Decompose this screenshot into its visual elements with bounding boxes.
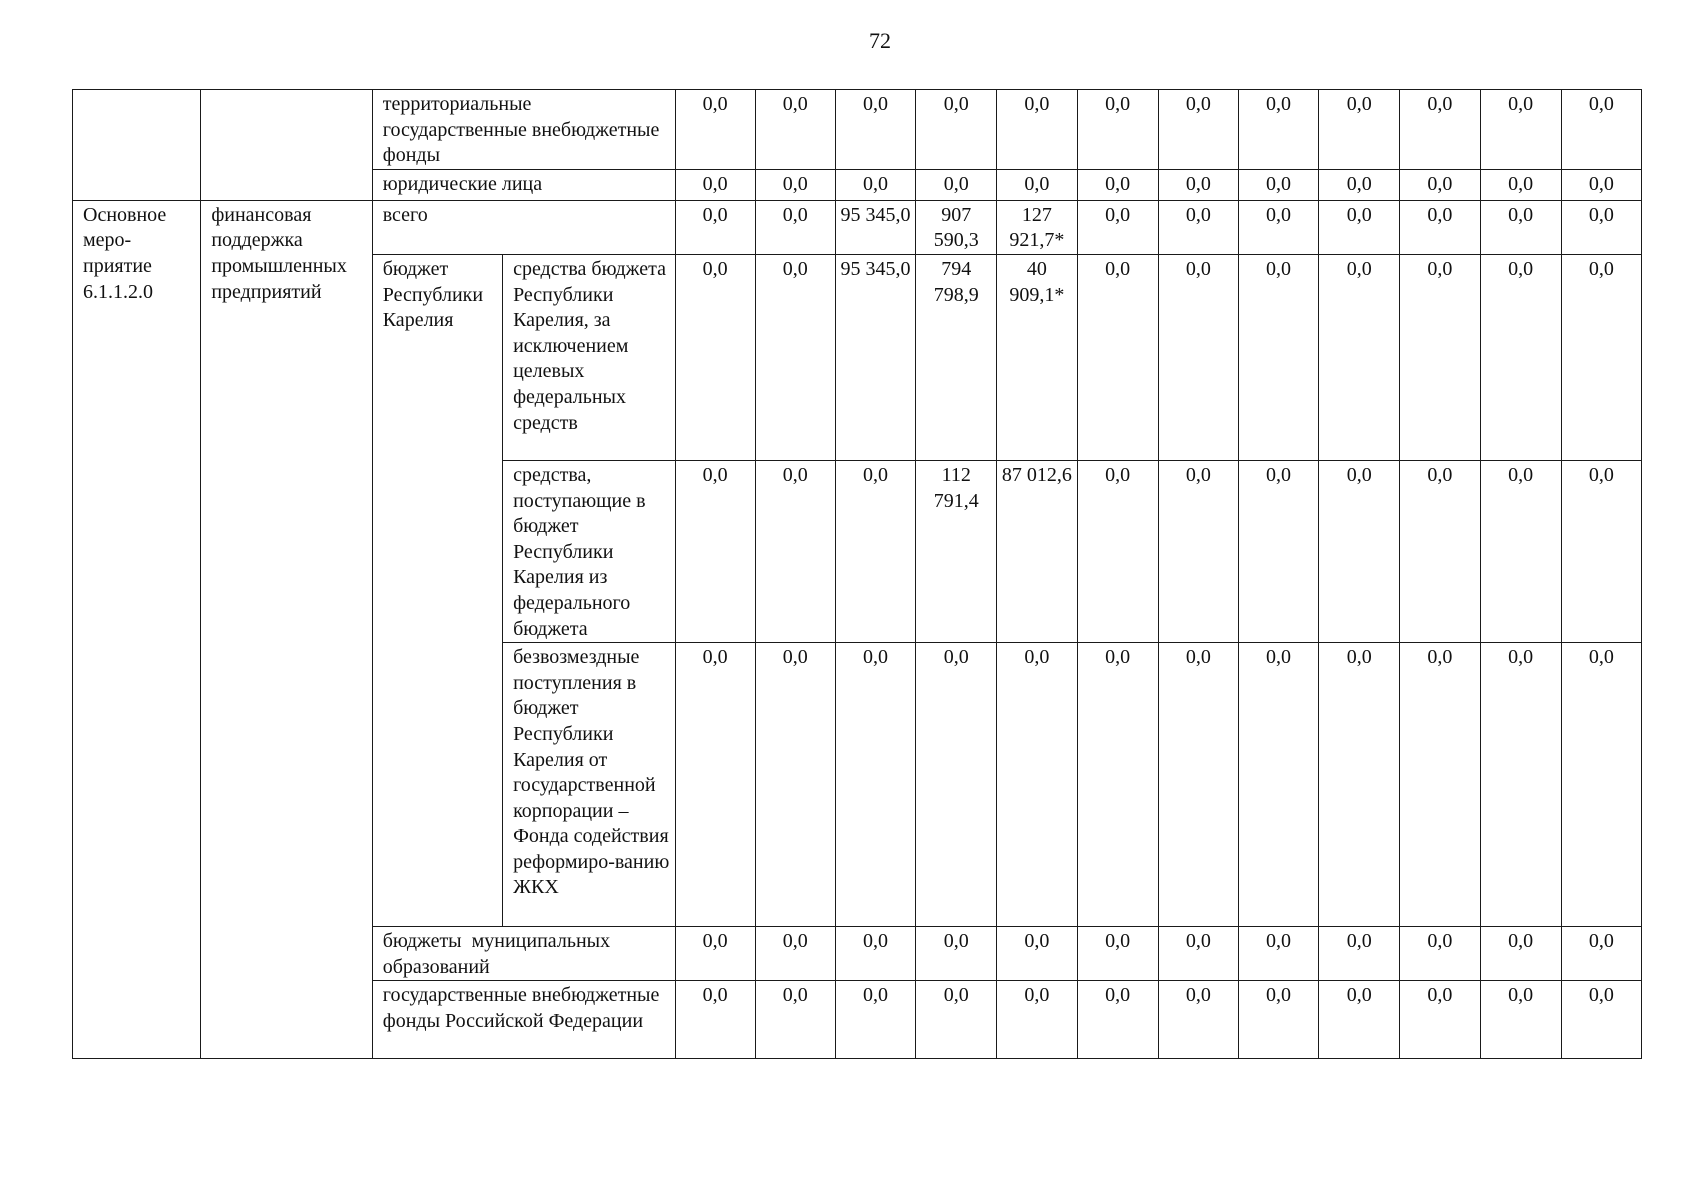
value-cell: 0,0 <box>675 169 755 200</box>
value-cell: 0,0 <box>997 643 1077 927</box>
source-label: безвозмездные поступления в бюджет Республики Карелия от государственной корпорации – Фонда содействия реформиро-ванию ЖКХ <box>503 643 675 927</box>
value-cell: 0,0 <box>1400 169 1480 200</box>
value-cell: 0,0 <box>1480 981 1561 1059</box>
value-cell: 0,0 <box>1400 254 1480 460</box>
value-cell: 0,0 <box>1319 169 1400 200</box>
value-cell: 0,0 <box>1077 460 1158 642</box>
value-cell: 0,0 <box>1158 90 1238 170</box>
value-cell: 0,0 <box>1238 981 1318 1059</box>
budget-table <box>72 89 1642 1059</box>
value-cell: 0,0 <box>675 927 755 981</box>
value-cell: 0,0 <box>1480 169 1561 200</box>
value-cell: 0,0 <box>997 90 1077 170</box>
value-cell: 0,0 <box>997 981 1077 1059</box>
value-cell: 0,0 <box>1158 200 1238 254</box>
activity-name: финансовая поддержка промышленных предприятий <box>201 200 372 1059</box>
value-cell: 0,0 <box>755 643 835 927</box>
value-cell: 0,0 <box>675 90 755 170</box>
value-cell: 0,0 <box>1158 460 1238 642</box>
value-cell: 0,0 <box>1319 643 1400 927</box>
source-label: средства бюджета Республики Карелия, за исключением целевых федеральных средств <box>503 254 675 460</box>
value-cell: 0,0 <box>916 90 997 170</box>
value-cell: 0,0 <box>1158 643 1238 927</box>
value-cell: 0,0 <box>1319 927 1400 981</box>
value-cell: 0,0 <box>675 254 755 460</box>
value-cell: 0,0 <box>1561 169 1641 200</box>
value-cell: 794 798,9 <box>916 254 997 460</box>
table-row <box>73 90 1642 170</box>
value-cell: 907 590,3 <box>916 200 997 254</box>
value-cell: 0,0 <box>835 90 915 170</box>
value-cell: 0,0 <box>675 643 755 927</box>
value-cell: 0,0 <box>916 169 997 200</box>
value-cell: 0,0 <box>1561 643 1641 927</box>
source-label: бюджеты муниципальных образований <box>372 927 675 981</box>
value-cell: 0,0 <box>1077 90 1158 170</box>
activity-code: Основное меро-приятие 6.1.1.2.0 <box>73 200 201 1059</box>
value-cell: 0,0 <box>1319 90 1400 170</box>
value-cell: 0,0 <box>675 460 755 642</box>
value-cell: 0,0 <box>835 981 915 1059</box>
value-cell: 0,0 <box>1077 200 1158 254</box>
value-cell: 0,0 <box>1158 169 1238 200</box>
continuation-cell <box>73 90 201 201</box>
source-label: территориальные государственные внебюджетные фонды <box>372 90 675 170</box>
value-cell: 0,0 <box>1238 90 1318 170</box>
source-label: юридические лица <box>372 169 675 200</box>
value-cell: 0,0 <box>1480 90 1561 170</box>
value-cell: 0,0 <box>1319 460 1400 642</box>
value-cell: 40 909,1* <box>997 254 1077 460</box>
value-cell: 0,0 <box>1561 927 1641 981</box>
table-row <box>73 200 1642 254</box>
value-cell: 0,0 <box>1480 927 1561 981</box>
value-cell: 0,0 <box>997 927 1077 981</box>
value-cell: 0,0 <box>755 90 835 170</box>
value-cell: 0,0 <box>1561 200 1641 254</box>
value-cell: 0,0 <box>675 981 755 1059</box>
value-cell: 0,0 <box>1400 90 1480 170</box>
value-cell: 0,0 <box>1238 254 1318 460</box>
value-cell: 0,0 <box>1561 254 1641 460</box>
value-cell: 0,0 <box>755 927 835 981</box>
value-cell: 0,0 <box>755 200 835 254</box>
value-cell: 87 012,6 <box>997 460 1077 642</box>
value-cell: 0,0 <box>1400 460 1480 642</box>
source-label: всего <box>372 200 675 254</box>
value-cell: 0,0 <box>1319 981 1400 1059</box>
value-cell: 0,0 <box>1561 460 1641 642</box>
value-cell: 0,0 <box>1319 200 1400 254</box>
value-cell: 0,0 <box>835 643 915 927</box>
continuation-cell <box>201 90 372 201</box>
value-cell: 0,0 <box>1238 460 1318 642</box>
value-cell: 0,0 <box>835 169 915 200</box>
value-cell: 0,0 <box>1077 643 1158 927</box>
source-group-label: бюджет Республики Карелия <box>372 254 502 926</box>
value-cell: 0,0 <box>1480 460 1561 642</box>
value-cell: 0,0 <box>1400 927 1480 981</box>
value-cell: 0,0 <box>755 460 835 642</box>
value-cell: 0,0 <box>1480 200 1561 254</box>
value-cell: 0,0 <box>835 927 915 981</box>
value-cell: 0,0 <box>1400 643 1480 927</box>
value-cell: 0,0 <box>755 169 835 200</box>
source-label: средства, поступающие в бюджет Республики Карелия из федерального бюджета <box>503 460 675 642</box>
value-cell: 0,0 <box>1158 981 1238 1059</box>
value-cell: 95 345,0 <box>835 200 915 254</box>
value-cell: 0,0 <box>675 200 755 254</box>
value-cell: 0,0 <box>1158 927 1238 981</box>
value-cell: 0,0 <box>835 460 915 642</box>
page-number: 72 <box>869 28 891 53</box>
value-cell: 0,0 <box>1319 254 1400 460</box>
value-cell: 0,0 <box>916 927 997 981</box>
value-cell: 0,0 <box>755 254 835 460</box>
value-cell: 95 345,0 <box>835 254 915 460</box>
value-cell: 112 791,4 <box>916 460 997 642</box>
value-cell: 0,0 <box>1077 981 1158 1059</box>
value-cell: 0,0 <box>1480 254 1561 460</box>
value-cell: 0,0 <box>1077 169 1158 200</box>
value-cell: 0,0 <box>1238 200 1318 254</box>
value-cell: 0,0 <box>1561 981 1641 1059</box>
value-cell: 0,0 <box>1158 254 1238 460</box>
value-cell: 0,0 <box>1400 200 1480 254</box>
value-cell: 0,0 <box>1238 169 1318 200</box>
value-cell: 127 921,7* <box>997 200 1077 254</box>
value-cell: 0,0 <box>755 981 835 1059</box>
value-cell: 0,0 <box>1077 254 1158 460</box>
source-label: государственные внебюджетные фонды Российской Федерации <box>372 981 675 1059</box>
value-cell: 0,0 <box>1238 927 1318 981</box>
value-cell: 0,0 <box>997 169 1077 200</box>
value-cell: 0,0 <box>1238 643 1318 927</box>
value-cell: 0,0 <box>1480 643 1561 927</box>
value-cell: 0,0 <box>916 643 997 927</box>
value-cell: 0,0 <box>916 981 997 1059</box>
value-cell: 0,0 <box>1400 981 1480 1059</box>
value-cell: 0,0 <box>1077 927 1158 981</box>
value-cell: 0,0 <box>1561 90 1641 170</box>
